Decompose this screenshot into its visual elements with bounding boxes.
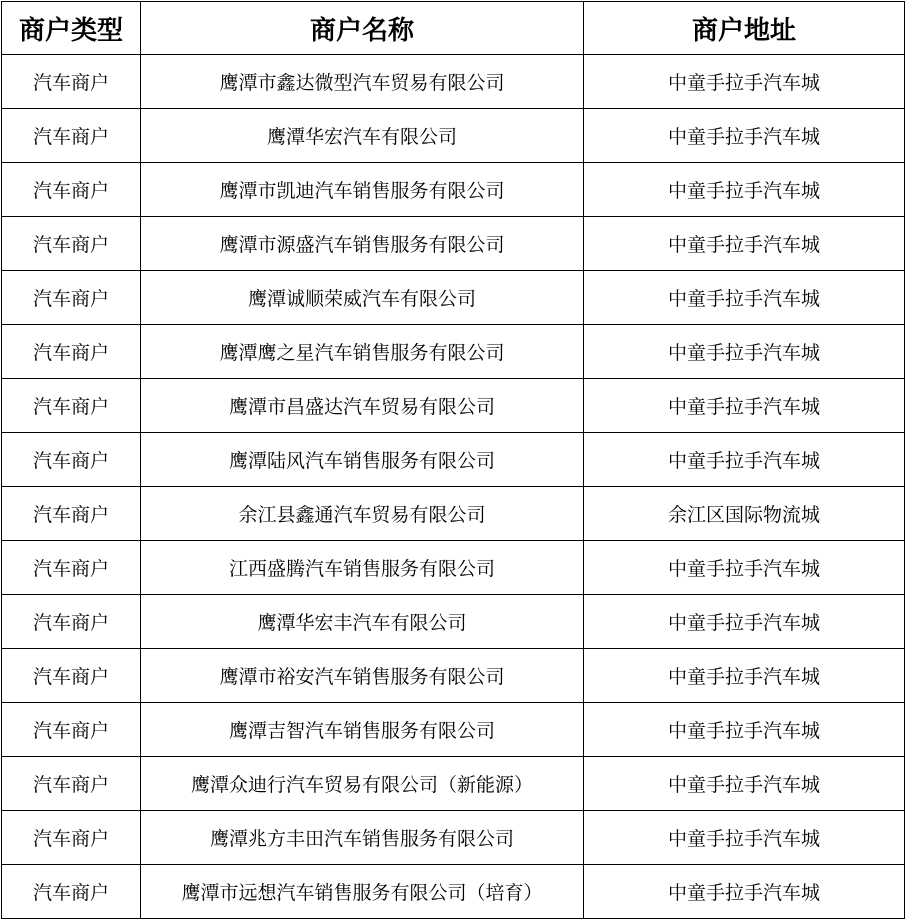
- cell-merchant-type: 汽车商户: [2, 433, 141, 487]
- table-row: [2, 55, 905, 109]
- cell-merchant-address: 中童手拉手汽车城: [584, 595, 905, 649]
- cell-merchant-type: 汽车商户: [2, 487, 141, 541]
- cell-merchant-type: 汽车商户: [2, 109, 141, 163]
- cell-merchant-address: 余江区国际物流城: [584, 487, 905, 541]
- cell-merchant-name: 鹰潭吉智汽车销售服务有限公司: [141, 703, 584, 757]
- table-row: [2, 325, 905, 379]
- cell-merchant-type: 汽车商户: [2, 325, 141, 379]
- cell-merchant-name: 鹰潭市裕安汽车销售服务有限公司: [141, 649, 584, 703]
- cell-merchant-name: 鹰潭陆风汽车销售服务有限公司: [141, 433, 584, 487]
- cell-merchant-address: 中童手拉手汽车城: [584, 109, 905, 163]
- cell-merchant-name: 鹰潭诚顺荣威汽车有限公司: [141, 271, 584, 325]
- cell-merchant-type: 汽车商户: [2, 703, 141, 757]
- cell-merchant-address: 中童手拉手汽车城: [584, 325, 905, 379]
- cell-merchant-name: 鹰潭华宏汽车有限公司: [141, 109, 584, 163]
- merchant-table: [1, 1, 905, 919]
- table-row: [2, 109, 905, 163]
- cell-merchant-name: 鹰潭众迪行汽车贸易有限公司（新能源）: [141, 757, 584, 811]
- table-row: [2, 757, 905, 811]
- cell-merchant-address: 中童手拉手汽车城: [584, 541, 905, 595]
- table-body: [2, 55, 905, 919]
- cell-merchant-address: 中童手拉手汽车城: [584, 649, 905, 703]
- cell-merchant-address: 中童手拉手汽车城: [584, 865, 905, 919]
- cell-merchant-type: 汽车商户: [2, 379, 141, 433]
- cell-merchant-name: 鹰潭华宏丰汽车有限公司: [141, 595, 584, 649]
- table-row: [2, 865, 905, 919]
- table-row: [2, 433, 905, 487]
- table-row: [2, 703, 905, 757]
- cell-merchant-name: 余江县鑫通汽车贸易有限公司: [141, 487, 584, 541]
- cell-merchant-address: 中童手拉手汽车城: [584, 217, 905, 271]
- cell-merchant-type: 汽车商户: [2, 541, 141, 595]
- cell-merchant-type: 汽车商户: [2, 811, 141, 865]
- cell-merchant-name: 鹰潭市昌盛达汽车贸易有限公司: [141, 379, 584, 433]
- table-row: [2, 811, 905, 865]
- cell-merchant-address: 中童手拉手汽车城: [584, 271, 905, 325]
- cell-merchant-name: 鹰潭鹰之星汽车销售服务有限公司: [141, 325, 584, 379]
- cell-merchant-type: 汽车商户: [2, 865, 141, 919]
- cell-merchant-name: 鹰潭市远想汽车销售服务有限公司（培育）: [141, 865, 584, 919]
- table-row: [2, 649, 905, 703]
- table-header: [2, 2, 905, 55]
- cell-merchant-type: 汽车商户: [2, 55, 141, 109]
- cell-merchant-address: 中童手拉手汽车城: [584, 433, 905, 487]
- cell-merchant-type: 汽车商户: [2, 649, 141, 703]
- cell-merchant-address: 中童手拉手汽车城: [584, 379, 905, 433]
- table-row: [2, 217, 905, 271]
- cell-merchant-type: 汽车商户: [2, 595, 141, 649]
- column-header-merchant-name: 商户名称: [141, 2, 584, 55]
- table-row: [2, 163, 905, 217]
- cell-merchant-type: 汽车商户: [2, 757, 141, 811]
- header-row: [2, 2, 905, 55]
- table-row: [2, 487, 905, 541]
- cell-merchant-address: 中童手拉手汽车城: [584, 703, 905, 757]
- cell-merchant-type: 汽车商户: [2, 163, 141, 217]
- cell-merchant-name: 江西盛腾汽车销售服务有限公司: [141, 541, 584, 595]
- table-row: [2, 271, 905, 325]
- cell-merchant-type: 汽车商户: [2, 217, 141, 271]
- cell-merchant-address: 中童手拉手汽车城: [584, 757, 905, 811]
- table-row: [2, 541, 905, 595]
- cell-merchant-address: 中童手拉手汽车城: [584, 811, 905, 865]
- cell-merchant-type: 汽车商户: [2, 271, 141, 325]
- cell-merchant-name: 鹰潭市鑫达微型汽车贸易有限公司: [141, 55, 584, 109]
- table-row: [2, 595, 905, 649]
- table-row: [2, 379, 905, 433]
- cell-merchant-address: 中童手拉手汽车城: [584, 55, 905, 109]
- cell-merchant-name: 鹰潭兆方丰田汽车销售服务有限公司: [141, 811, 584, 865]
- cell-merchant-address: 中童手拉手汽车城: [584, 163, 905, 217]
- column-header-merchant-address: 商户地址: [584, 2, 905, 55]
- cell-merchant-name: 鹰潭市源盛汽车销售服务有限公司: [141, 217, 584, 271]
- column-header-merchant-type: 商户类型: [2, 2, 141, 55]
- cell-merchant-name: 鹰潭市凯迪汽车销售服务有限公司: [141, 163, 584, 217]
